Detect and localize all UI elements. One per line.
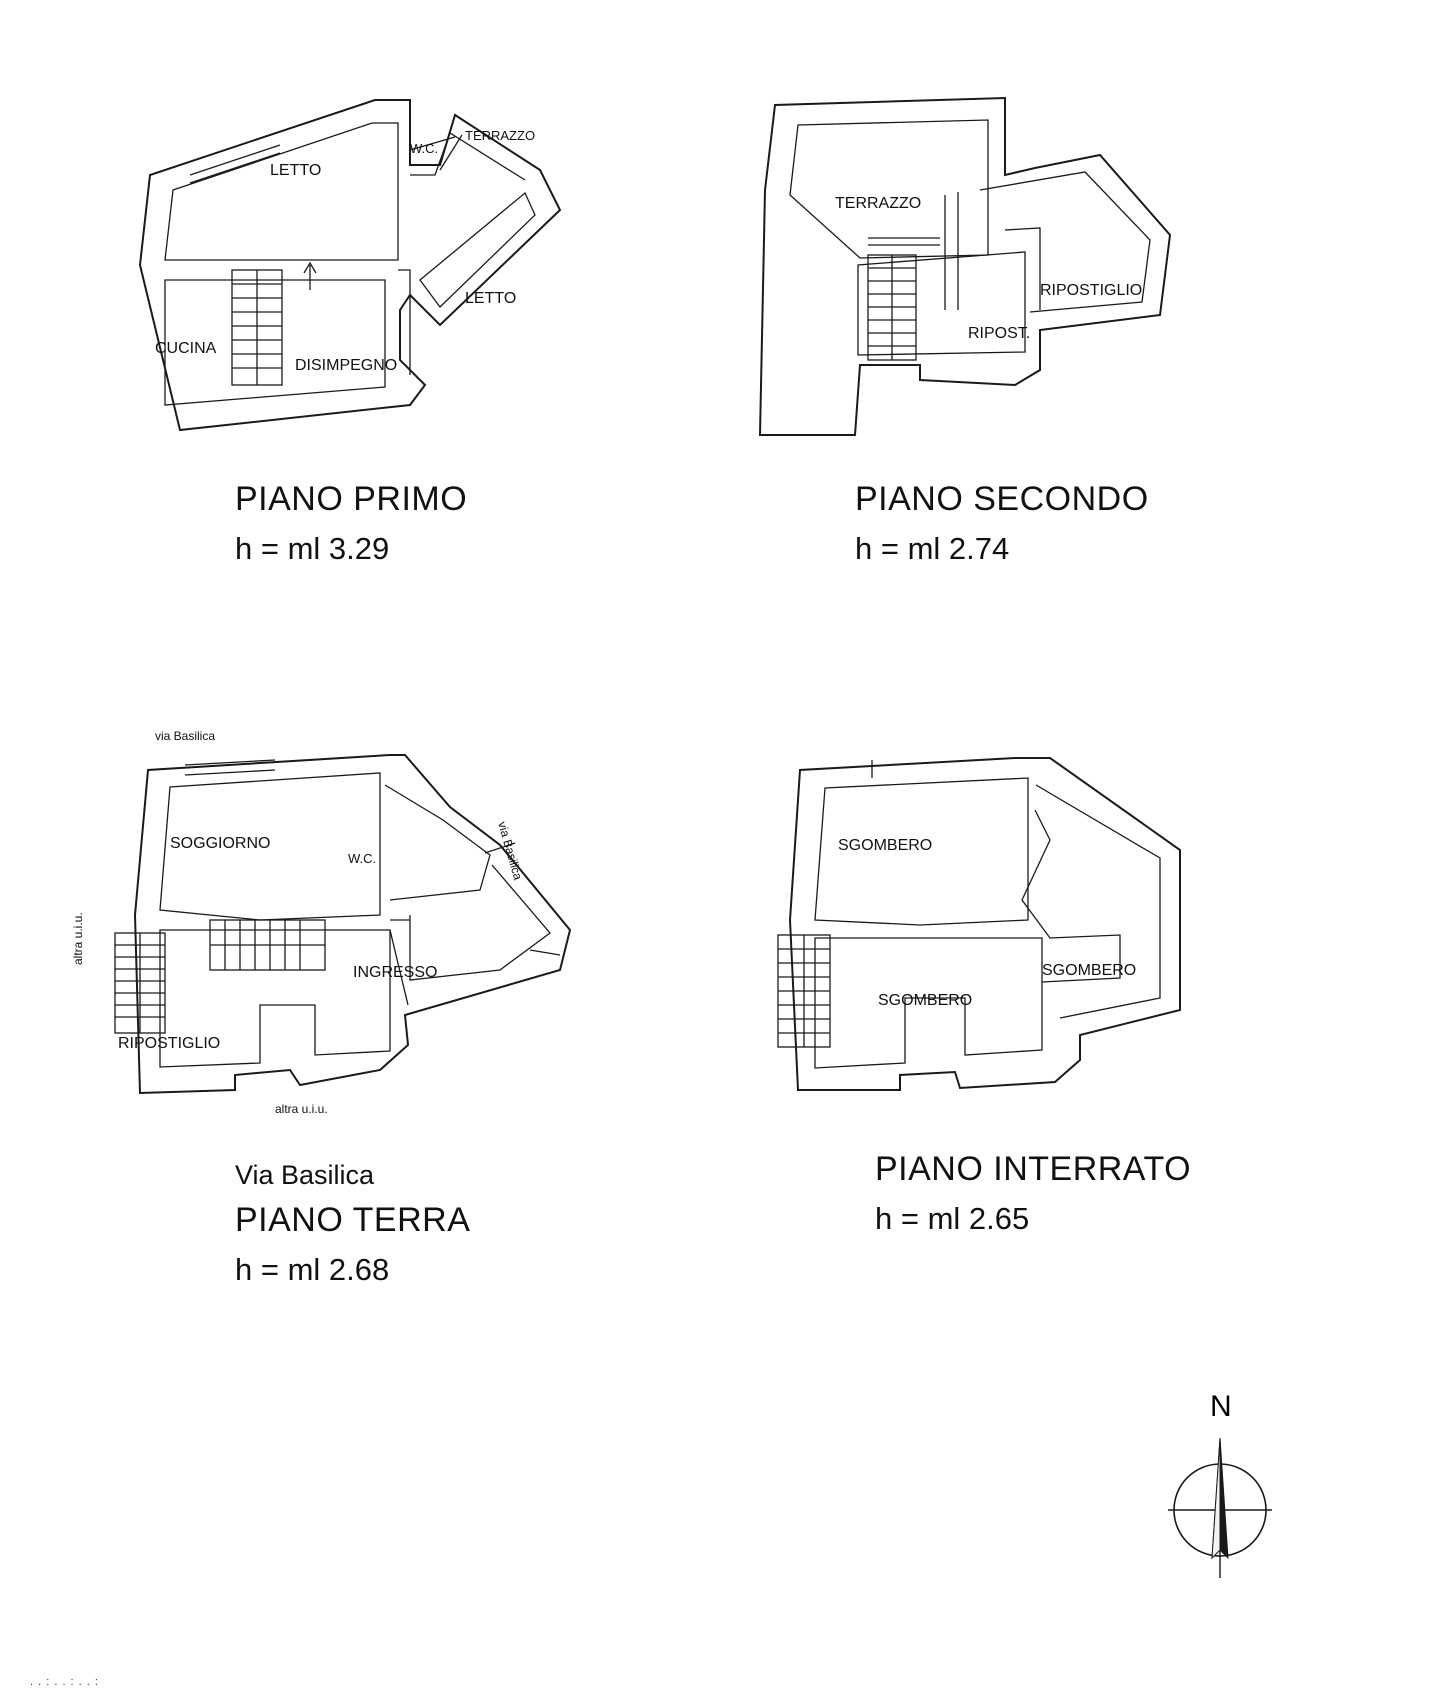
adjacent-unit-note: altra u.i.u. (71, 912, 85, 965)
room-label: TERRAZZO (835, 195, 922, 212)
room-label: DISIMPEGNO (295, 357, 398, 374)
room-label: LETTO (270, 162, 322, 179)
room-label: CUCINA (155, 340, 217, 357)
plan-street: Via Basilica (235, 1160, 375, 1190)
room-label: LETTO (465, 290, 517, 307)
compass-north-label: N (1210, 1390, 1232, 1423)
plan-drawing-piano-interrato (760, 730, 1240, 1120)
staircase-symbol (232, 270, 282, 385)
plan-title: PIANO PRIMO (235, 480, 468, 518)
plan-piano-primo (110, 75, 630, 455)
staircase-symbol (210, 920, 325, 970)
caption-piano-interrato (875, 1150, 1191, 1237)
staircase-symbol (778, 935, 830, 1047)
room-label: W.C. (348, 851, 377, 866)
plan-piano-interrato (760, 730, 1240, 1120)
room-label: SGOMBERO (838, 837, 933, 854)
footer-note: . . : . . : . . : (30, 1676, 99, 1688)
north-arrow (1160, 1390, 1280, 1580)
plan-drawing-piano-primo (110, 75, 630, 455)
room-label: SGOMBERO (1042, 962, 1137, 979)
adjacent-unit-note: altra u.i.u. (275, 1102, 328, 1116)
plan-drawing-piano-terra (60, 715, 620, 1125)
staircase-symbol (115, 933, 165, 1033)
room-label: RIPOSTIGLIO (118, 1035, 221, 1052)
plan-height: h = ml 2.65 (875, 1201, 1030, 1236)
plan-title: PIANO SECONDO (855, 480, 1149, 518)
caption-piano-primo (235, 480, 467, 567)
plan-height: h = ml 2.74 (855, 531, 1010, 566)
street-note: via Basilica (495, 819, 526, 882)
plan-piano-terra (60, 715, 620, 1125)
caption-piano-secondo (855, 480, 1149, 567)
room-label: INGRESSO (353, 964, 438, 981)
plan-title: PIANO INTERRATO (875, 1150, 1192, 1188)
room-label: TERRAZZO (465, 128, 536, 143)
plan-height: h = ml 2.68 (235, 1252, 390, 1287)
plan-height: h = ml 3.29 (235, 531, 390, 566)
room-label: SGOMBERO (878, 992, 973, 1009)
street-note: via Basilica (155, 729, 216, 743)
staircase-symbol (868, 255, 916, 360)
room-label: SOGGIORNO (170, 835, 271, 852)
plan-drawing-piano-secondo (740, 80, 1220, 450)
room-label: RIPOST. (968, 325, 1031, 342)
room-label: W.C. (410, 141, 439, 156)
room-label: RIPOSTIGLIO (1040, 282, 1143, 299)
plan-title: PIANO TERRA (235, 1201, 471, 1239)
plan-piano-secondo (740, 80, 1220, 450)
caption-piano-terra (235, 1160, 470, 1288)
